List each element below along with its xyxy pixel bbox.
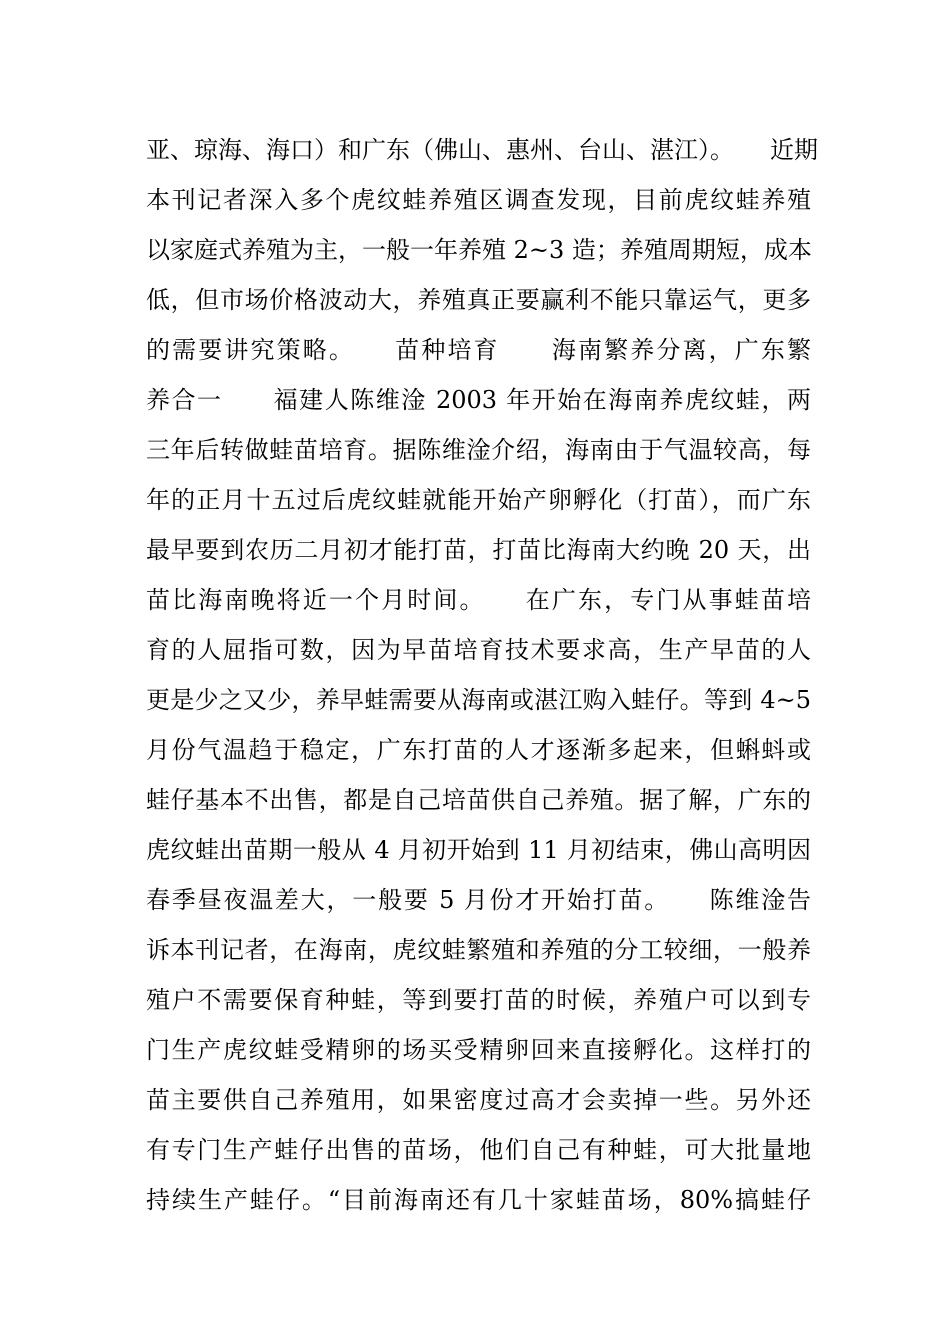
text-line: 育的人屈指可数，因为早苗培育技术要求高，生产早苗的人 [146, 636, 811, 664]
text-line: 三年后转做蛙苗培育。据陈维淦介绍，海南由于气温较高，每 [146, 436, 811, 464]
text-line: 最早要到农历二月初才能打苗，打苗比海南大约晚 20 天，出 [146, 536, 811, 564]
text-line: 苗主要供自己养殖用，如果密度过高才会卖掉一些。另外还 [146, 1086, 811, 1114]
text-line: 以家庭式养殖为主，一般一年养殖 2~3 造；养殖周期短，成本 [146, 236, 812, 264]
text-line: 持续生产蛙仔。“目前海南还有几十家蛙苗场，80%搞蛙仔 [146, 1186, 811, 1214]
text-line: 诉本刊记者，在海南，虎纹蛙繁殖和养殖的分工较细，一般养 [146, 936, 811, 964]
text-line: 门生产虎纹蛙受精卵的场买受精卵回来直接孵化。这样打的 [146, 1036, 811, 1064]
text-line: 春季昼夜温差大，一般要 5 月份才开始打苗。 陈维淦告 [146, 886, 811, 914]
text-line: 月份气温趋于稳定，广东打苗的人才逐渐多起来，但蝌蚪或 [146, 736, 811, 764]
text-line: 养合一 福建人陈维淦 2003 年开始在海南养虎纹蛙，两 [146, 386, 811, 414]
text-line: 殖户不需要保育种蛙，等到要打苗的时候，养殖户可以到专 [146, 986, 811, 1014]
text-line: 蛙仔基本不出售，都是自己培苗供自己养殖。据了解，广东的 [146, 786, 811, 814]
text-line: 更是少之又少，养早蛙需要从海南或湛江购入蛙仔。等到 4~5 [146, 686, 811, 714]
text-line: 年的正月十五过后虎纹蛙就能开始产卵孵化（打苗），而广东 [146, 486, 811, 514]
text-line: 有专门生产蛙仔出售的苗场，他们自己有种蛙，可大批量地 [146, 1136, 811, 1164]
text-line: 苗比海南晚将近一个月时间。 在广东，专门从事蛙苗培 [146, 586, 811, 614]
article-body [146, 128, 818, 1228]
text-line: 低，但市场价格波动大，养殖真正要赢利不能只靠运气，更多 [146, 286, 811, 314]
text-line: 亚、琼海、海口）和广东（佛山、惠州、台山、湛江）。 近期 [146, 136, 818, 164]
text-line: 本刊记者深入多个虎纹蛙养殖区调查发现，目前虎纹蛙养殖 [146, 186, 811, 214]
text-line: 的需要讲究策略。 苗种培育 海南繁养分离，广东繁 [146, 336, 811, 364]
text-line: 虎纹蛙出苗期一般从 4 月初开始到 11 月初结束，佛山高明因 [146, 836, 811, 864]
